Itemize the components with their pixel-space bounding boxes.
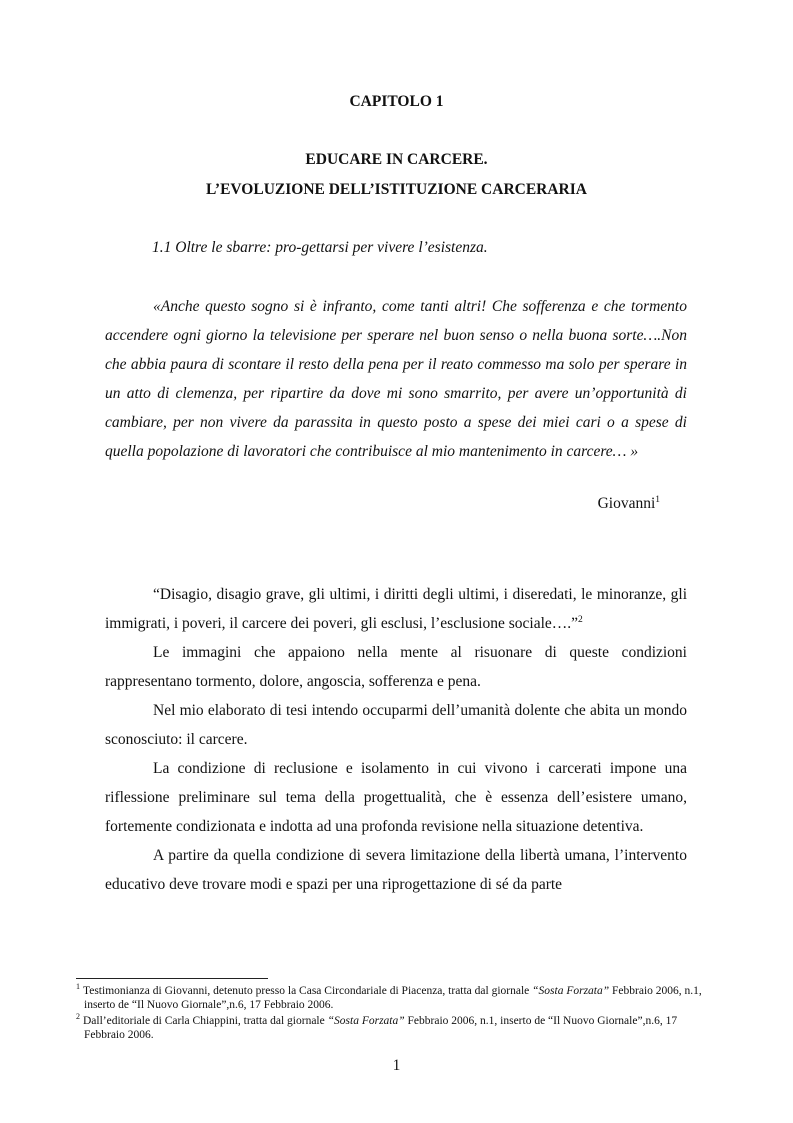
chapter-label: CAPITOLO 1 [349,93,444,110]
footnote-text-tail: Febbraio 2006, n.1, inserto de “Il Nuovo Giornale”,n.6, 17 Febbraio 2006. [84,985,702,1011]
body-paragraph-3: Nel mio elaborato di tesi intendo occuparmi dell’umanità dolente che abita un mondo sconosciuto: il carcere. [105,702,687,748]
footnotes [76,984,706,1044]
quote-author-name: Giovanni [597,495,656,512]
footnote-ref-1: 1 [655,494,660,505]
body-paragraph-2: Le immagini che appaiono nella mente al risuonare di queste condizioni rappresentano tormento, dolore, angoscia, sofferenza e pena. [105,644,687,690]
quote-author [560,495,660,513]
footnote-1 [76,984,706,1012]
chapter-title-line-1: EDUCARE IN CARCERE. [305,151,488,168]
footnote-number: 1 [76,982,80,992]
footnote-separator [76,978,268,979]
epigraph-quote: «Anche questo sogno si è infranto, come tanti altri! Che sofferenza e che tormento accendere ogni giorno la televisione per sperare nel buon senso o nella buona sorte….Non che abbia paura di scontare il resto della pena per il reato commesso ma solo per sperare in un atto di clemenza, per ripartire da dove mi sono smarrito, per avere un’opportunità di cambiare, per non vivere da parassita in questo posto a spese dei miei cari o a spese di quella popolazione di lavoratori che contribuisce al mio mantenimento in carcere… » [105,298,687,460]
footnote-text-tail: Febbraio 2006, n.1, inserto de “Il Nuovo Giornale”,n.6, 17 Febbraio 2006. [84,1015,678,1041]
body-text [105,580,687,899]
footnote-text: Dall’editoriale di Carla Chiappini, tratta dal giornale [83,1015,328,1027]
body-paragraph-4: La condizione di reclusione e isolamento in cui vivono i carcerati impone una riflessione preliminare sul tema della progettualità, che è essenza dell’esistere umano, fortemente condizionata e indotta ad una profonda revisione nella situazione detentiva. [105,760,687,835]
footnote-number: 2 [76,1012,80,1022]
footnote-ref-2: 2 [578,614,583,625]
footnote-2 [76,1014,706,1042]
body-paragraph-5: A partire da quella condizione di severa limitazione della libertà umana, l’intervento educativo deve trovare modi e spazi per una riprogettazione di sé da parte [105,847,687,893]
chapter-title-line-2: L’EVOLUZIONE DELL’ISTITUZIONE CARCERARIA [206,181,587,198]
body-paragraph-1 [105,580,687,638]
footnote-text: Testimonianza di Giovanni, detenuto presso la Casa Circondariale di Piacenza, tratta dal giornale [83,985,533,997]
footnote-source: “Sosta Forzata” [327,1015,405,1027]
footnote-source: “Sosta Forzata” [532,985,610,997]
body-paragraph-1-text: “Disagio, disagio grave, gli ultimi, i diritti degli ultimi, i diseredati, le minoranze, gli immigrati, i poveri, il carcere dei poveri, gli esclusi, l’esclusione sociale….” [105,586,687,632]
section-heading: 1.1 Oltre le sbarre: pro-gettarsi per vivere l’esistenza. [152,239,488,256]
page-number: 1 [392,1057,401,1074]
